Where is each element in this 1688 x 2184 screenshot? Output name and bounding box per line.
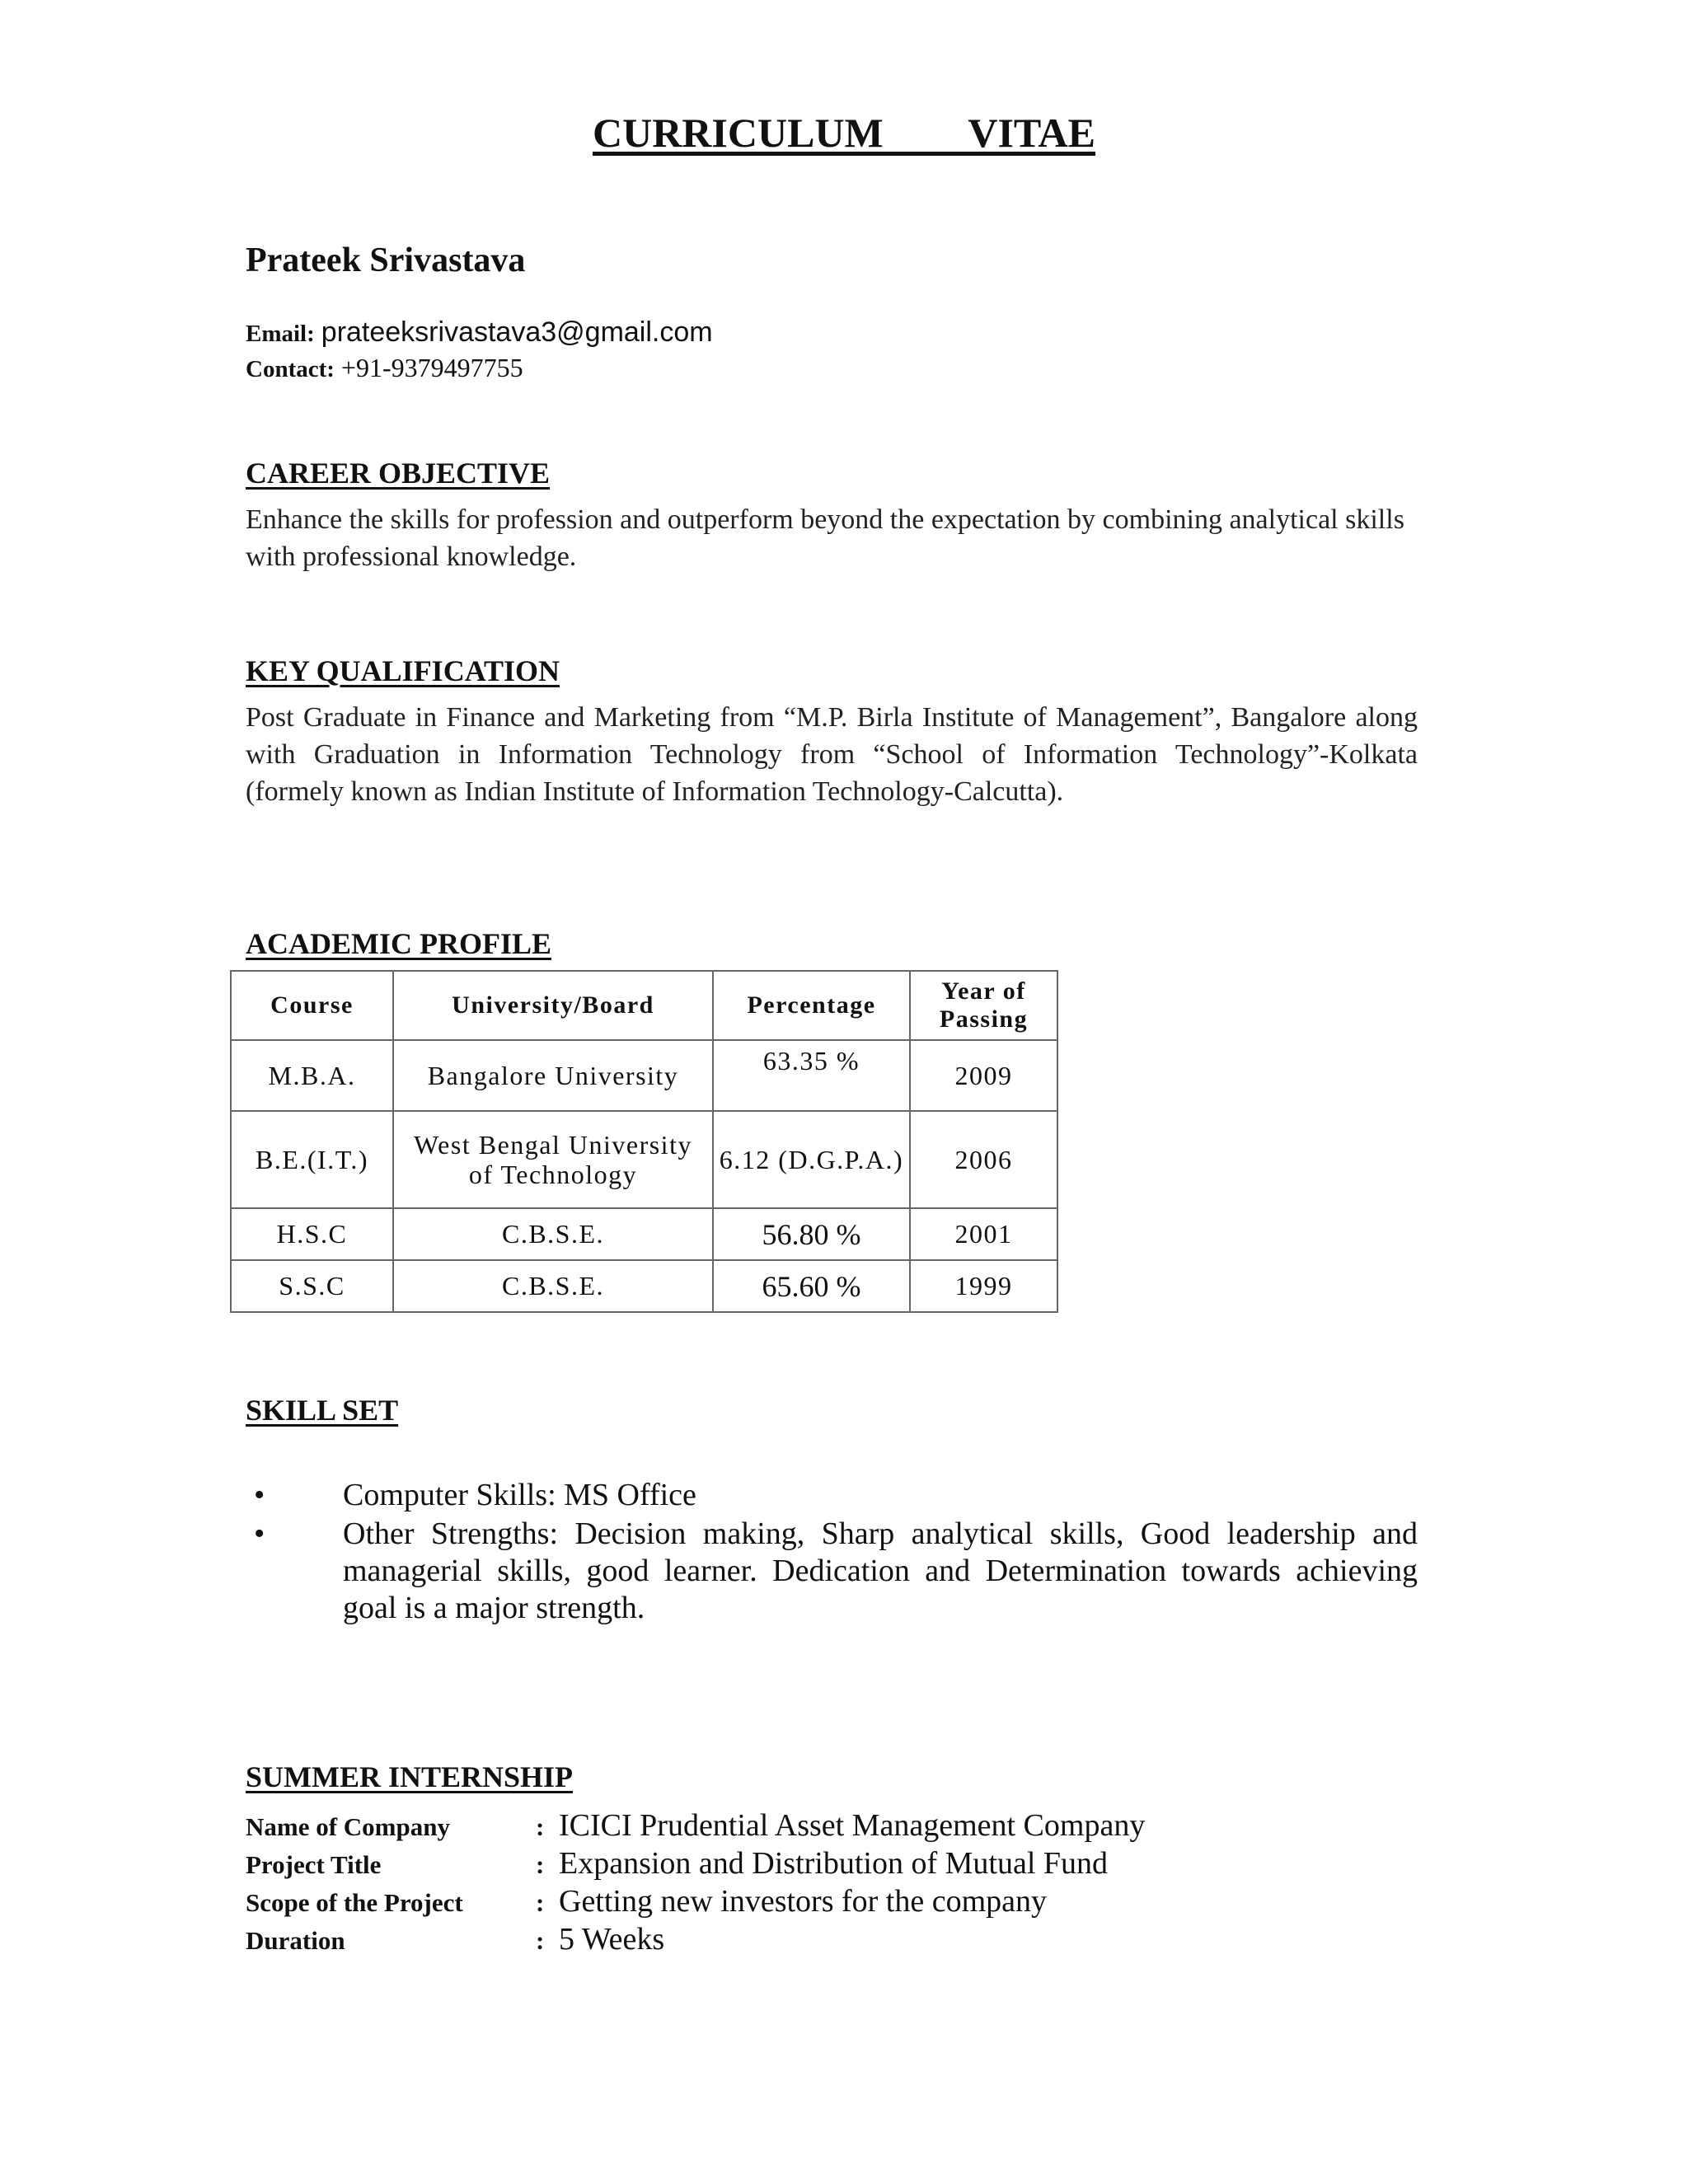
internship-label: Name of Company	[246, 1812, 450, 1841]
email-label: Email:	[246, 321, 315, 347]
cell-percentage: 56.80 %	[713, 1208, 910, 1260]
contact-label: Contact:	[246, 356, 335, 382]
cell-percentage: 63.35 %	[713, 1040, 910, 1111]
cell-year: 2001	[910, 1208, 1057, 1260]
summer-internship-heading: SUMMER INTERNSHIP	[246, 1760, 574, 1793]
cell-university: Bangalore University	[393, 1040, 713, 1111]
table-row	[231, 1208, 1057, 1260]
cell-percentage: 65.60 %	[713, 1260, 910, 1312]
skill-text: Computer Skills: MS Office	[343, 1478, 696, 1512]
key-qualification-text: Post Graduate in Finance and Marketing from “M.P. Birla Institute of Management”, Bangalore along with Graduation in Information Technology from “School of Information Technology”-Kolkata (formely known as Indian Institute of Information Technology-Calcutta).	[246, 702, 1418, 807]
internship-label: Scope of the Project	[246, 1888, 463, 1917]
candidate-name: Prateek Srivastava	[246, 241, 526, 279]
internship-value: Getting new investors for the company	[559, 1884, 1048, 1919]
table-row	[231, 1040, 1057, 1111]
internship-row	[246, 1921, 1317, 1957]
key-qualification-heading: KEY QUALIFICATION	[246, 654, 560, 687]
career-objective-text: Enhance the skills for profession and outperform beyond the expectation by combining analytical skills with professional knowledge.	[246, 504, 1404, 572]
internship-value: 5 Weeks	[559, 1922, 665, 1957]
cell-course: H.S.C	[231, 1208, 393, 1260]
colon: :	[536, 1888, 545, 1917]
internship-label: Project Title	[246, 1850, 382, 1879]
list-item	[254, 1516, 1418, 1627]
cell-percentage: 6.12 (D.G.P.A.)	[713, 1111, 910, 1208]
colon: :	[536, 1850, 545, 1879]
contact-value: +91-9379497755	[340, 353, 523, 382]
document-title: CURRICULUM VITAE	[592, 110, 1096, 156]
cell-course: S.S.C	[231, 1260, 393, 1312]
table-row	[231, 1260, 1057, 1312]
cell-course: M.B.A.	[231, 1040, 393, 1111]
cell-year: 1999	[910, 1260, 1057, 1312]
internship-row	[246, 1883, 1317, 1919]
colon: :	[536, 1926, 545, 1955]
skill-text: Other Strengths: Decision making, Sharp analytical skills, Good leadership and managerial skills, good learner. Dedication and Determination towards achieving goal is a major strength.	[343, 1516, 1418, 1625]
academic-table	[230, 970, 1058, 1313]
column-header-university: University/Board	[393, 971, 713, 1040]
skill-list	[254, 1477, 1418, 1629]
contact-line	[246, 353, 523, 383]
internship-value: Expansion and Distribution of Mutual Fund	[559, 1846, 1109, 1881]
table-header-row	[231, 971, 1057, 1040]
table-row	[231, 1111, 1057, 1208]
email-line	[246, 316, 713, 349]
bullet-icon: •	[254, 1478, 265, 1512]
internship-value: ICICI Prudential Asset Management Company	[559, 1808, 1146, 1843]
email-value: prateeksrivastava3@gmail.com	[321, 316, 713, 348]
cell-course: B.E.(I.T.)	[231, 1111, 393, 1208]
skill-set-heading: SKILL SET	[246, 1394, 399, 1427]
column-header-percentage: Percentage	[713, 971, 910, 1040]
cell-year: 2009	[910, 1040, 1057, 1111]
cell-year: 2006	[910, 1111, 1057, 1208]
colon: :	[536, 1812, 545, 1841]
internship-row	[246, 1845, 1317, 1882]
internship-label: Duration	[246, 1926, 345, 1955]
column-header-year: Year of Passing	[910, 971, 1057, 1040]
column-header-course: Course	[231, 971, 393, 1040]
cell-university: West Bengal University of Technology	[393, 1111, 713, 1208]
career-objective-heading: CAREER OBJECTIVE	[246, 457, 551, 490]
cell-university: C.B.S.E.	[393, 1260, 713, 1312]
internship-row	[246, 1807, 1317, 1844]
list-item	[254, 1477, 1418, 1514]
cell-university: C.B.S.E.	[393, 1208, 713, 1260]
bullet-icon: •	[254, 1516, 265, 1551]
academic-profile-heading: ACADEMIC PROFILE	[246, 927, 552, 960]
